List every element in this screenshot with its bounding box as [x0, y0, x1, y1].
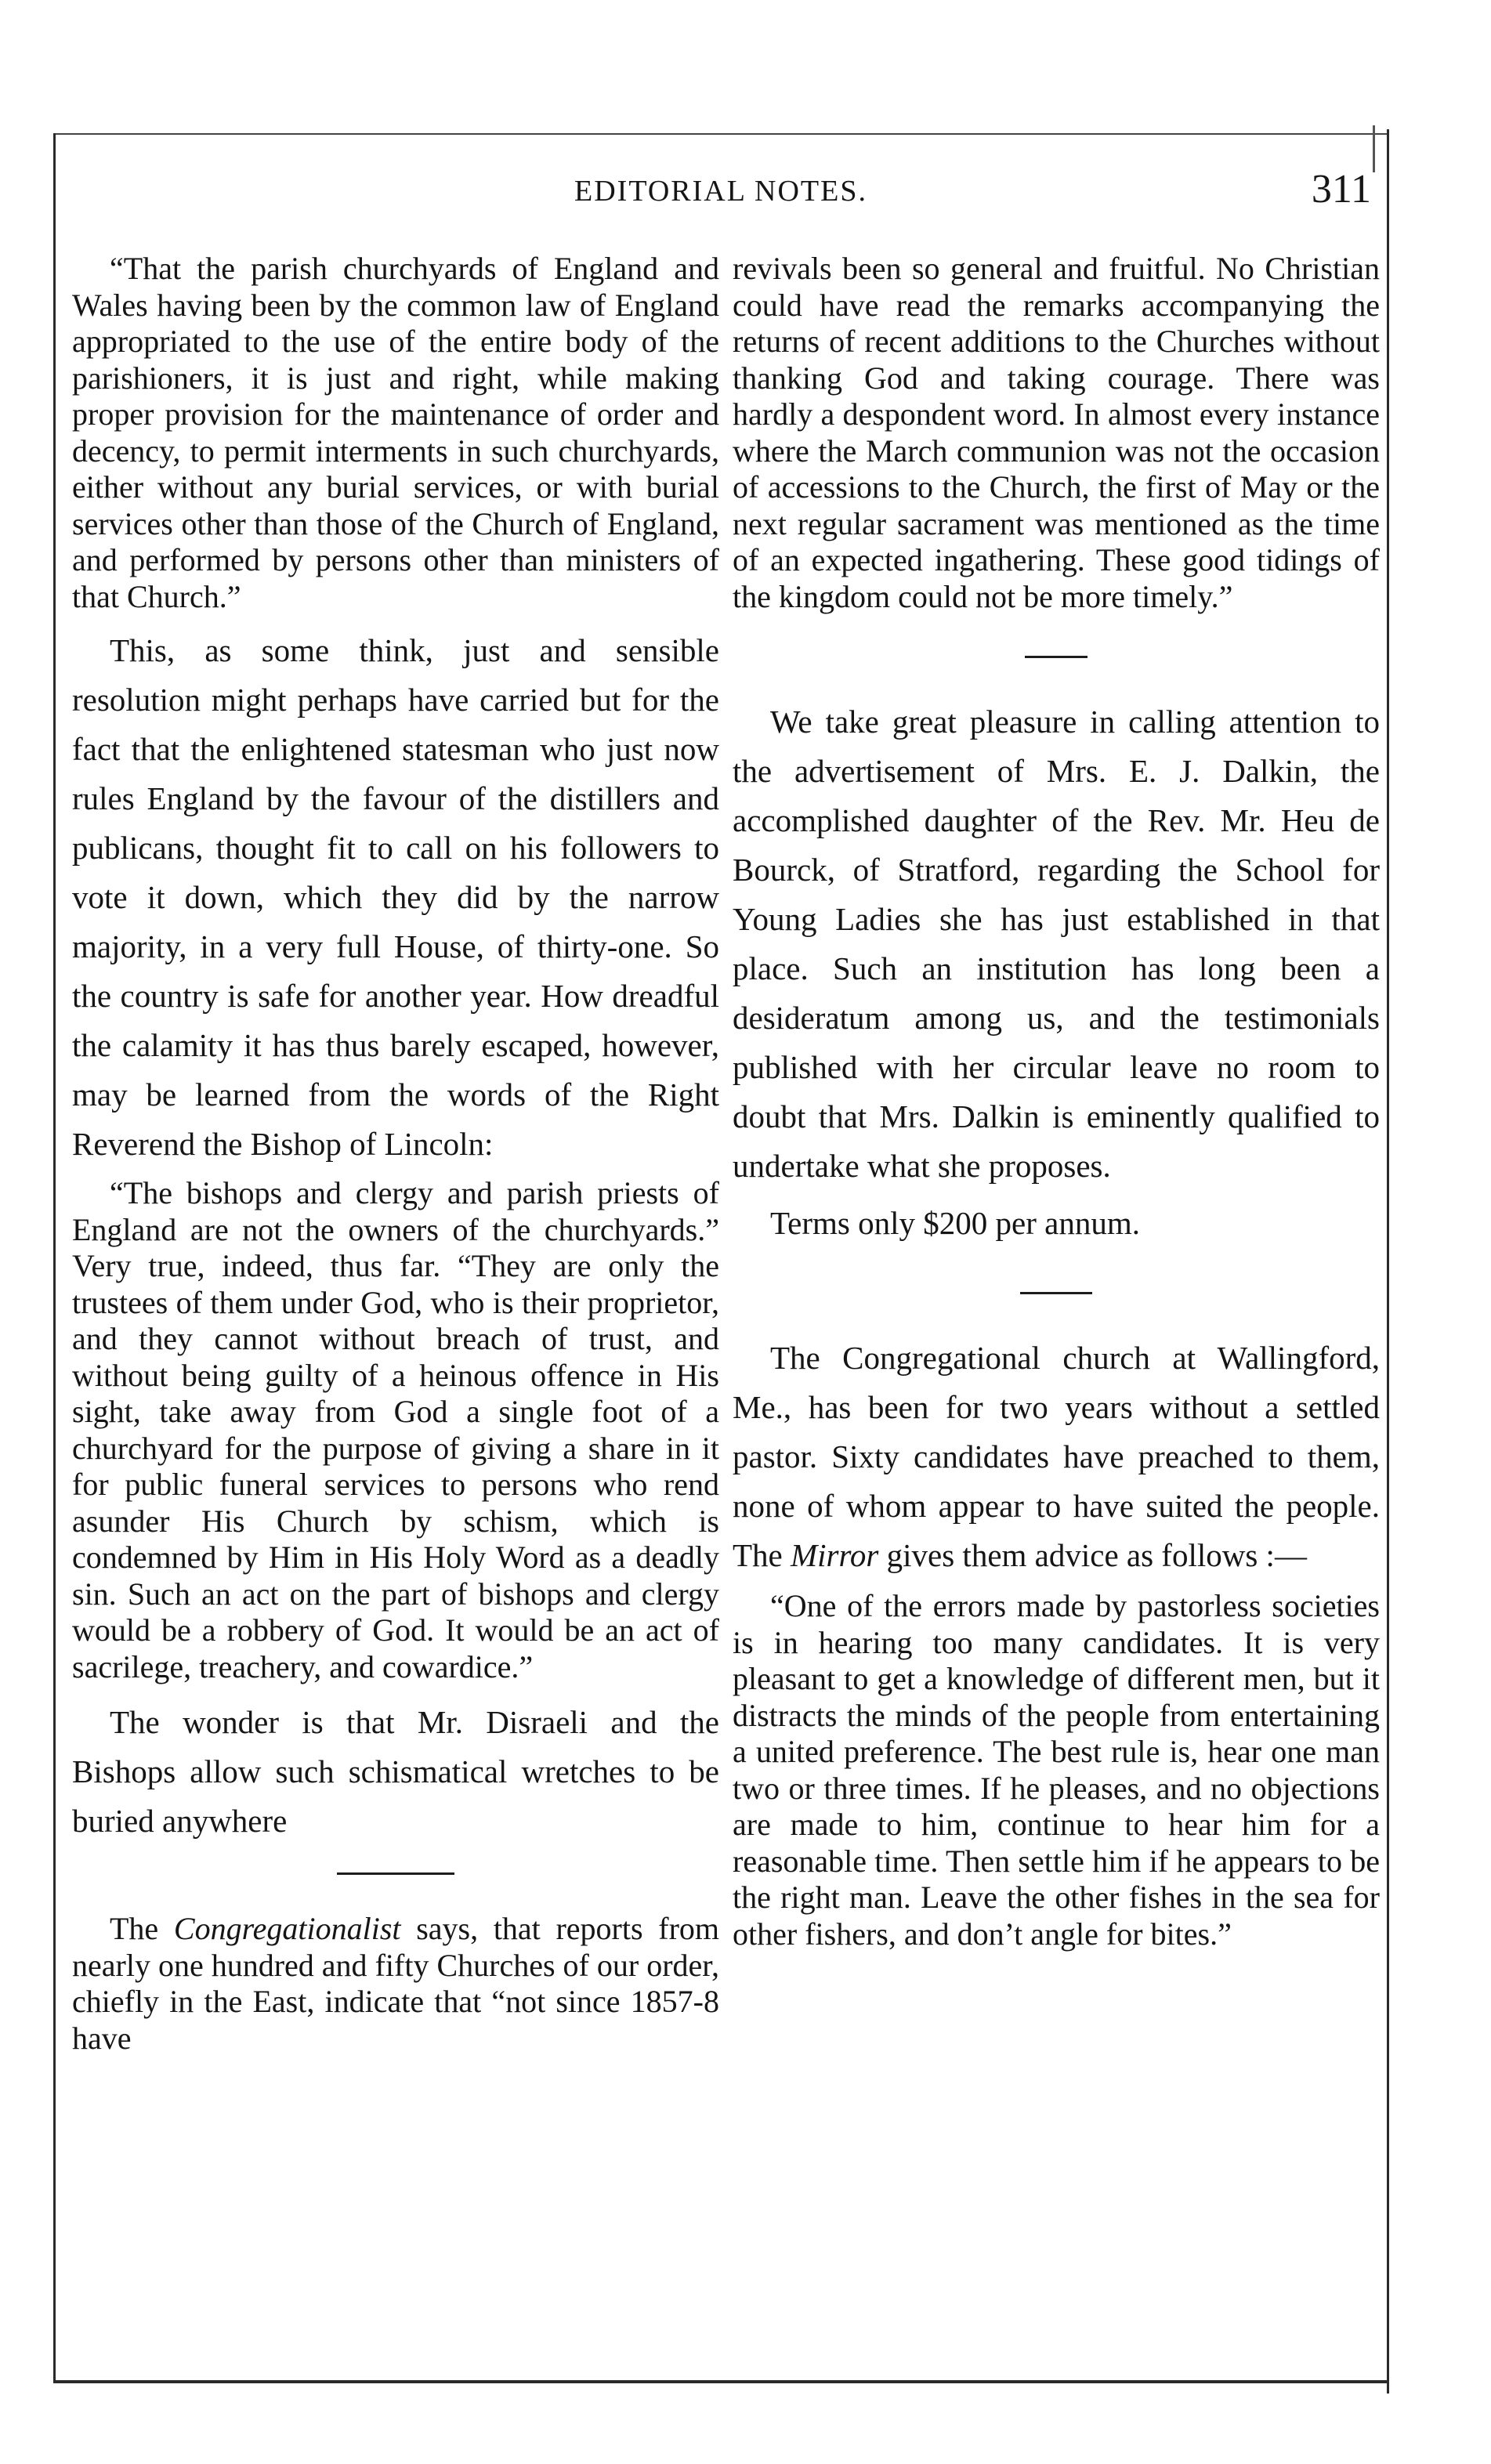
- wallingford-church-note: [733, 1333, 1380, 1580]
- congregationalist-report: [72, 1911, 719, 2057]
- section-divider: [337, 1872, 454, 1875]
- right-column: [733, 251, 1380, 1952]
- bishop-quote: “The bishops and clergy and parish priests of England are not the owners of the churchyards.” Very true, indeed, thus far. “They are only the trustees of them under God, who is their proprietor, and they cannot without breach of trust, and without being guilty of a heinous offence in His sight, take away from God a single foot of a churchyard for the purpose of giving a share in it for public funeral services to persons who rend asunder His Church by schism, which is condemned by Him in His Holy Word as a deadly sin. Such an act on the part of bishops and clergy would be a robbery of God. It would be an act of sacrilege, treachery, and cowardice.”: [72, 1175, 719, 1684]
- publication-title: Mirror: [791, 1537, 879, 1573]
- margin-mark: [1373, 125, 1375, 172]
- page-frame-right: [1387, 129, 1389, 2393]
- resolution-quote: “That the parish churchyards of England and Wales having been by the common law of England appropriated to the use of the entire body of the parishioners, it is just and right, while making proper provision for the maintenance of order and decency, to permit interments in such churchyards, either without any burial services, or with burial services other than those of the Church of England, and performed by persons other than ministers of that Church.”: [72, 251, 719, 614]
- congregationalist-text-end: says, that reports from nearly one hundred and fifty Churches of our order, chiefly in the East, indicate that “not since 1857-8 have: [72, 1911, 720, 2056]
- mirror-advice-quote: “One of the errors made by pastorless societies is in hearing too many candidates. It is very pleasant to get a knowledge of different men, but it distracts the minds of the people from entertaining a united preference. The best rule is, hear one man two or three times. If he pleases, and no objections are made to him, continue to hear him for a reasonable time. Then settle him if he appears to be the right man. Leave the other fishes in the sea for other fishers, and don’t angle for bites.”: [733, 1588, 1380, 1952]
- page-number: 311: [1311, 167, 1371, 212]
- school-announcement: We take great pleasure in calling attention to the advertisement of Mrs. E. J. Dalkin, the accomplished daughter of the Rev. Mr. Heu de Bourck, of Stratford, regarding the School for Young Ladies she has just established in that place. Such an institution has long been a desideratum among us, and the testimonials published with her circular leave no room to doubt that Mrs. Dalkin is eminently qualified to undertake what she proposes.: [733, 704, 1380, 1184]
- section-divider: [1025, 656, 1087, 658]
- wallingford-text-start: The Congregational church at Wallingford, Me., has been for two years without a settled pastor. Sixty candidates have preached to them, none of whom appear to have suited the people. The: [733, 1340, 1380, 1573]
- running-head: EDITORIAL NOTES.: [574, 175, 867, 208]
- resolution-commentary: This, as some think, just and sensible resolution might perhaps have carried but for the fact that the enlightened statesman who just now rules England by the favour of the distillers and publicans, thought fit to call on his followers to vote it down, which they did by the narrow majority, in a very full House, of thirty-one. So the country is safe for another year. How dreadful the calamity it has thus barely escaped, however, may be learned from the words of the Right Reverend the Bishop of Lincoln:: [72, 632, 719, 1162]
- publication-title: Congregationalist: [173, 1911, 401, 1946]
- revival-quote-continued: revivals been so general and fruitful. No Christian could have read the remarks accompanying the returns of recent additions to the Churches without thanking God and taking courage. There was hardly a despondent word. In almost every instance where the March communion was not the occasion of accessions to the Church, the first of May or the next regular sacrament was mentioned as the time of an expected ingathering. These good tidings of the kingdom could not be more timely.”: [733, 251, 1380, 614]
- congregationalist-text-start: The: [110, 1911, 174, 1946]
- wallingford-text-end: gives them advice as follows :—: [878, 1537, 1307, 1573]
- page-frame-left: [53, 133, 56, 2382]
- left-column: [72, 251, 719, 2057]
- school-terms: Terms only $200 per annum.: [770, 1205, 1140, 1241]
- page-header: [71, 166, 1371, 221]
- disraeli-remark: The wonder is that Mr. Disraeli and the Bishops allow such schismatical wretches to be buried anywhere: [72, 1704, 719, 1839]
- page-frame-bottom: [53, 2380, 1389, 2383]
- page-frame-top: [53, 133, 1389, 135]
- section-divider: [1020, 1292, 1092, 1294]
